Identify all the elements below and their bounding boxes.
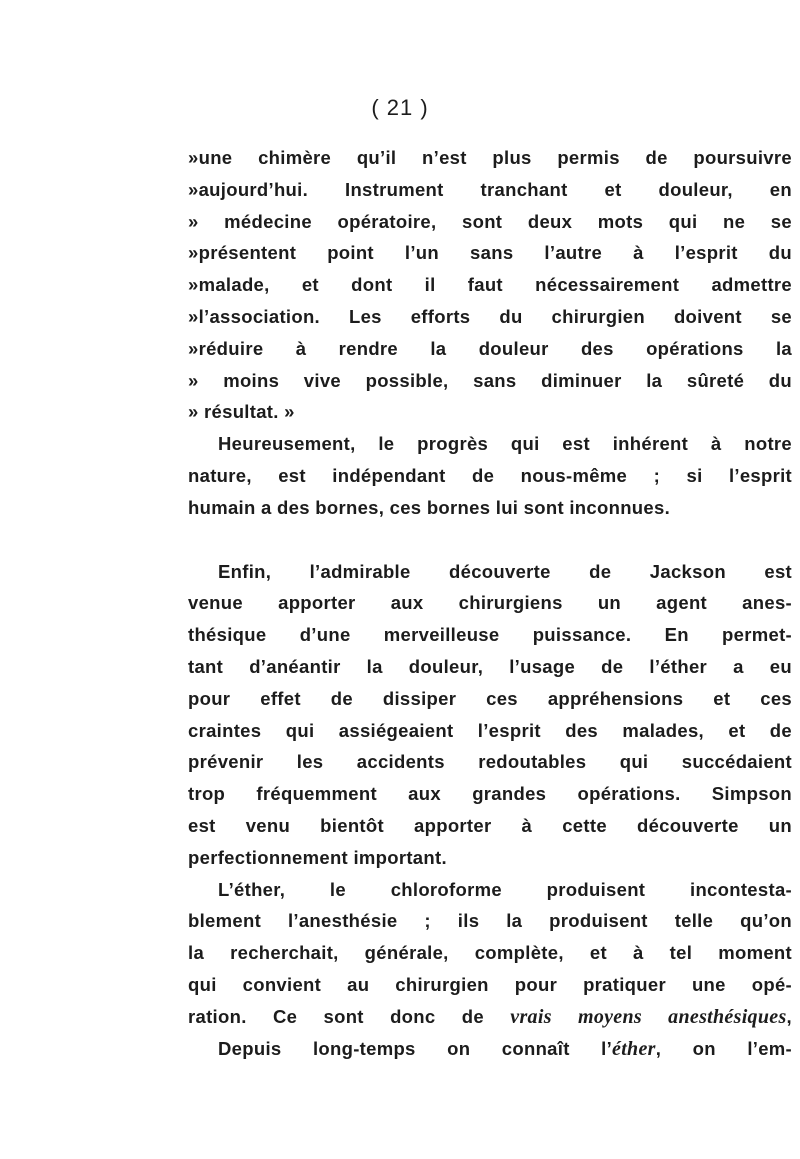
text-line: »une chimère qu’il n’est plus permis de poursuivre — [188, 147, 792, 168]
page-number: ( 21 ) — [371, 95, 429, 120]
text-run: , on l’em- — [655, 1037, 792, 1059]
text-line — [188, 1033, 792, 1065]
text-line: »réduire à rendre la douleur des opérations la — [188, 337, 792, 359]
text-line: est venu bientôt apporter à cette découverte un — [188, 814, 792, 836]
text-line: la recherchait, générale, complète, et à tel moment — [188, 942, 792, 964]
body-text — [188, 142, 792, 1064]
text-line: venue apporter aux chirurgiens un agent anes- — [188, 592, 792, 614]
text-line: qui convient au chirurgien pour pratiquer une opé- — [188, 973, 792, 995]
text-line: nature, est indépendant de nous-même ; si l’esprit — [188, 464, 792, 486]
text-line: » résultat. » — [188, 401, 295, 423]
text-line: craintes qui assiégeaient l’esprit des malades, et de — [188, 719, 792, 741]
text-line: Enfin, l’admirable découverte de Jackson est — [218, 560, 792, 582]
text-line: pour effet de dissiper ces appréhensions et ces — [188, 687, 792, 709]
text-line: »aujourd’hui. Instrument tranchant et douleur, en — [188, 178, 792, 200]
text-line: prévenir les accidents redoutables qui succédaient — [188, 751, 792, 773]
text-line: trop fréquemment aux grandes opérations. Simpson — [188, 783, 792, 805]
text-line: »l’association. Les efforts du chirurgien doivent se — [188, 305, 792, 327]
text-line: tant d’anéantir la douleur, l’usage de l’éther a eu — [188, 655, 792, 677]
text-run: ration. Ce sont donc de — [188, 1005, 511, 1027]
text-line: blement l’anesthésie ; ils la produisent telle qu’on — [188, 910, 792, 932]
text-line: Heureusement, le progrès qui est inhérent à notre — [218, 433, 792, 455]
text-run: Depuis long-temps on connaît l’ — [218, 1037, 613, 1059]
text-run: , — [786, 1005, 792, 1027]
emphasis-text: éther — [612, 1037, 656, 1060]
text-line: »présentent point l’un sans l’autre à l’esprit du — [188, 242, 792, 264]
text-line: thésique d’une merveilleuse puissance. En permet- — [188, 624, 792, 646]
emphasis-text: vrais moyens anesthésiques — [510, 1005, 787, 1028]
text-line: » moins vive possible, sans diminuer la sûreté du — [188, 369, 792, 391]
text-line — [188, 1001, 792, 1033]
text-line: »malade, et dont il faut nécessairement admettre — [188, 274, 792, 296]
text-line: » médecine opératoire, sont deux mots qui ne se — [188, 210, 792, 232]
text-line: humain a des bornes, ces bornes lui sont inconnues. — [188, 496, 671, 518]
text-line: perfectionnement important. — [188, 846, 447, 868]
paragraph-gap — [188, 524, 792, 556]
text-line: L’éther, le chloroforme produisent incontesta- — [218, 878, 792, 900]
